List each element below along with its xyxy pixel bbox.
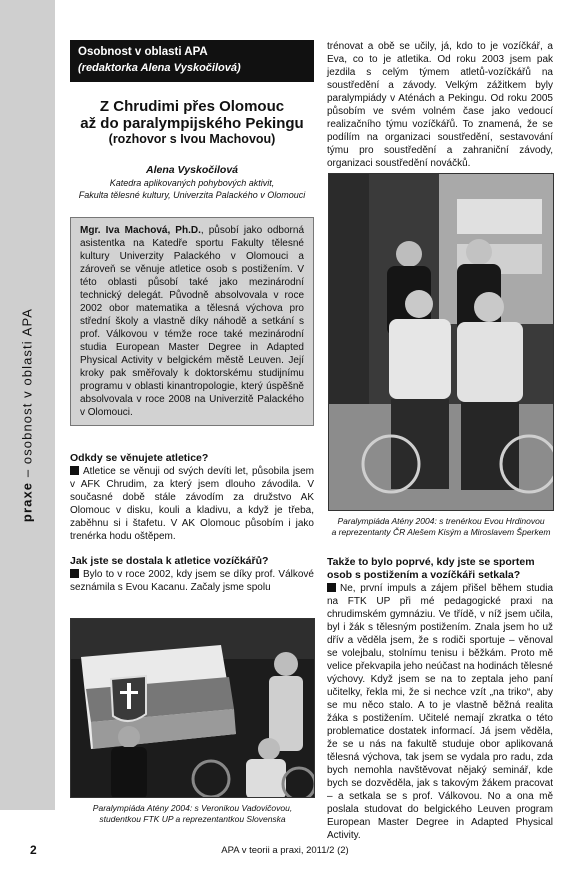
photo-athens-team-image: [329, 174, 554, 511]
photo-athens-flag-caption: [70, 803, 315, 825]
answer-3-block: [327, 582, 553, 842]
question-1: Odkdy se věnujete atletice?: [70, 452, 209, 464]
bio-text: , působí jako odborná asistentka na Katedře sportu Fakulty tělesné kultury Univerzity Palackého v Olomouci a zároveň se věnuje atletice osob s postižením. V této oblasti působí také jako mezinárodní technický delegát. Původně absolvovala v roce 2002 obor matematika a tělesná výchova pro střední školy a vlastně díky náhodě a setkání s prof. Válkovou v témže roce také mezinárodní studia European Master Degree in Adapted Physical Activity v belgickém městě Leuven. Její kroky pak směřovaly k doktorskému studijnímu programu v oblasti kinantropologie, který úspěšně absolvovala v roce 2008 na Univerzitě Palackého v Olomouci.: [80, 225, 305, 418]
caption-2-line1: Paralympiáda Atény 2004: s Veronikou Vadovičovou,: [92, 803, 293, 813]
photo-athens-team-caption: [328, 516, 554, 538]
section-label-bold: praxe: [19, 481, 35, 523]
section-label: [20, 308, 35, 522]
photo-athens-flag: [70, 618, 315, 798]
photo-athens-flag-image: [71, 619, 315, 798]
page-number: 2: [30, 843, 37, 857]
caption-1-line1: Paralympiáda Atény 2004: s trenérkou Evou Hrdinovou: [337, 516, 545, 526]
section-sidebar: [0, 0, 55, 810]
journal-footer: APA v teorii a praxi, 2011/2 (2): [221, 845, 349, 856]
article-subtitle: (rozhovor s Ivou Machovou): [108, 132, 276, 146]
author-affiliation-2: Fakulta tělesné kultury, Univerzita Palackého v Olomouci: [78, 190, 306, 200]
answer-bullet-icon: [70, 569, 79, 578]
banner-title: Osobnost v oblasti APA: [78, 46, 208, 58]
question-3: Takže to bylo poprvé, kdy jste se sportem osob s postižením a vozíčkáři setkala?: [327, 556, 535, 581]
section-banner: [70, 40, 314, 82]
answer-bullet-icon: [327, 583, 336, 592]
article-title-line1: Z Chrudimi přes Olomouc: [99, 98, 285, 115]
interview-q2: [70, 555, 314, 594]
section-label-rest: – osobnost v oblasti APA: [19, 307, 35, 482]
continued-answer-2: trénovat a obě se učily, já, kdo to je vozíčkář, a Eva, co to je atletika. Od roku 2003 jsem pak jezdila s celým týmem atletů-vozíčkářů na soustředění a závody. Velkým zážitkem byly paralympiády v Aténách a Pekingu. Od roku 2005 působím ve svém volném čase jako vedoucí realizačního týmu vozíčkářů. To znamená, že se podílím na organizaci soustředění, sestavování týmu pro soustředění a zahraniční závody, organizaci soustředění nováčků.: [327, 41, 553, 169]
caption-1-line2: a reprezentanty ČR Alešem Kisým a Miroslavem Šperkem: [331, 527, 551, 537]
author-block: [70, 163, 314, 201]
answer-1: Atletice se věnuji od svých devíti let, působila jsem v AFK Chrudim, za který jsem dlouho závodila. V současné době stále závodím za družstvo AK Olomouc v disku, kouli a kladivu, a když je třeba, zaběhnu si i štafetu. V AK Olomouc působím i jako trenérka hodu oštěpem.: [70, 466, 314, 542]
author-name: Alena Vyskočilová: [145, 164, 239, 176]
article-title: [70, 98, 314, 132]
bio-name: Mgr. Iva Machová, Ph.D.: [80, 225, 201, 236]
photo-athens-team: [328, 173, 554, 511]
left-column: [70, 40, 314, 594]
right-column-top: [327, 40, 553, 170]
answer-3: Ne, první impuls a zájem přišel během studia na FTK UP při mé pedagogické praxi na chrudimském gymnáziu. Ve třídě, v níž jsem učila, byl i žák s tělesným postižením. Znala jsem ho už dřív a věděla jsem, že s rodiči sportuje – věnoval se volejbalu, stolnímu tenisu i běžkám. Proto mě velice překvapila jeho neúčast na hodinách tělesné výchovy. Když jsem se na to zeptala jeho paní učitelky, řekla mi, že si nechce vzít „na triko“, aby se mu něco stalo. A to je vlastně běžná realita žáka s postižením. Učitelé nemají zkratka o této problematice dostatek informací. Já jsem věděla, že se u nás na fakultě studuje obor aplikovaná tělesná výchova, tak jsem se vydala pro radu, zda bych nemohla navštěvovat nějaký seminář, kde bych se dozvěděla, jak s takovým žákem pracovat – a setkala se s prof. Válkovou. No a ona mě poslala studovat do belgického Leuven program European Master Degree in Adapted Physical Activity.: [327, 583, 553, 841]
author-affiliation-1: Katedra aplikovaných pohybových aktivit,: [109, 178, 275, 188]
answer-1-block: [70, 465, 314, 543]
answer-2-block: [70, 568, 314, 594]
interview-q1: [70, 452, 314, 543]
interview-q3: [327, 556, 553, 842]
answer-bullet-icon: [70, 466, 79, 475]
bio-box: [70, 217, 314, 426]
question-2: Jak jste se dostala k atletice vozíčkářů?: [70, 555, 269, 567]
answer-2: Bylo to v roce 2002, kdy jsem se díky prof. Válkové seznámila s Evou Kacanu. Začaly jsme spolu: [70, 569, 314, 593]
article-title-line2: až do paralympijského Pekingu: [80, 115, 304, 132]
caption-2-line2: studentkou FTK UP a reprezentantkou Slovenska: [99, 814, 286, 824]
banner-subtitle: (redaktorka Alena Vyskočilová): [78, 62, 241, 74]
